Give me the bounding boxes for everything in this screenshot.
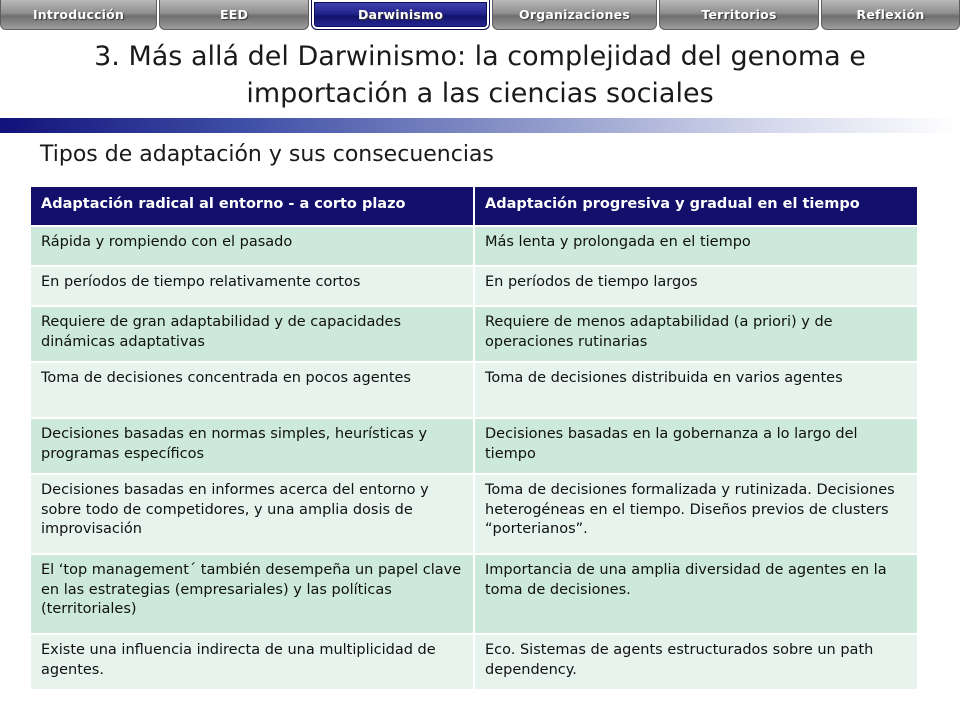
table-cell: Importancia de una amplia diversidad de agentes en la toma de decisiones. xyxy=(474,554,918,634)
slide-title xyxy=(40,38,920,112)
table-cell: El ‘top management´ también desempeña un papel clave en las estrategias (empresariales) y las políticas (territoriales) xyxy=(30,554,474,634)
table-cell: Rápida y rompiendo con el pasado xyxy=(30,226,474,266)
table-cell: Eco. Sistemas de agents estructurados sobre un path dependency. xyxy=(474,634,918,690)
tab-organizaciones[interactable]: Organizaciones xyxy=(492,0,657,30)
table-cell: Requiere de gran adaptabilidad y de capacidades dinámicas adaptativas xyxy=(30,306,474,362)
table-cell: Más lenta y prolongada en el tiempo xyxy=(474,226,918,266)
tab-territorios[interactable]: Territorios xyxy=(659,0,819,30)
table-row xyxy=(30,474,918,554)
header-radical-adaptation: Adaptación radical al entorno - a corto plazo xyxy=(30,186,474,226)
tab-reflexion[interactable]: Reflexión xyxy=(821,0,960,30)
table-header-row xyxy=(30,186,918,226)
tab-darwinismo[interactable]: Darwinismo xyxy=(311,0,490,30)
tab-introduccion[interactable]: Introducción xyxy=(0,0,157,30)
table-cell: En períodos de tiempo relativamente cortos xyxy=(30,266,474,306)
table-row xyxy=(30,554,918,634)
table-cell: Toma de decisiones concentrada en pocos agentes xyxy=(30,362,474,418)
slide-subtitle: Tipos de adaptación y sus consecuencias xyxy=(40,142,494,167)
table-row xyxy=(30,418,918,474)
slide-title-line-2: importación a las ciencias sociales xyxy=(246,78,714,109)
table-cell: En períodos de tiempo largos xyxy=(474,266,918,306)
table-row xyxy=(30,634,918,690)
table-cell: Requiere de menos adaptabilidad (a priori) y de operaciones rutinarias xyxy=(474,306,918,362)
table-cell: Existe una influencia indirecta de una multiplicidad de agentes. xyxy=(30,634,474,690)
table-cell: Decisiones basadas en la gobernanza a lo largo del tiempo xyxy=(474,418,918,474)
adaptation-comparison-table xyxy=(29,185,919,691)
table-cell: Decisiones basadas en informes acerca del entorno y sobre todo de competidores, y una amplia dosis de improvisación xyxy=(30,474,474,554)
table-row xyxy=(30,226,918,266)
table-cell: Toma de decisiones distribuida en varios agentes xyxy=(474,362,918,418)
slide-title-line-1: 3. Más allá del Darwinismo: la complejidad del genoma e xyxy=(94,41,866,72)
table-cell: Toma de decisiones formalizada y rutinizada. Decisiones heterogéneas en el tiempo. Diseños previos de clusters “porterianos”. xyxy=(474,474,918,554)
top-navigation xyxy=(0,0,960,34)
title-underline-bar xyxy=(0,118,960,133)
table-row xyxy=(30,362,918,418)
header-progressive-adaptation: Adaptación progresiva y gradual en el tiempo xyxy=(474,186,918,226)
table-row xyxy=(30,306,918,362)
table-cell: Decisiones basadas en normas simples, heurísticas y programas específicos xyxy=(30,418,474,474)
table-row xyxy=(30,266,918,306)
tab-eed[interactable]: EED xyxy=(159,0,309,30)
